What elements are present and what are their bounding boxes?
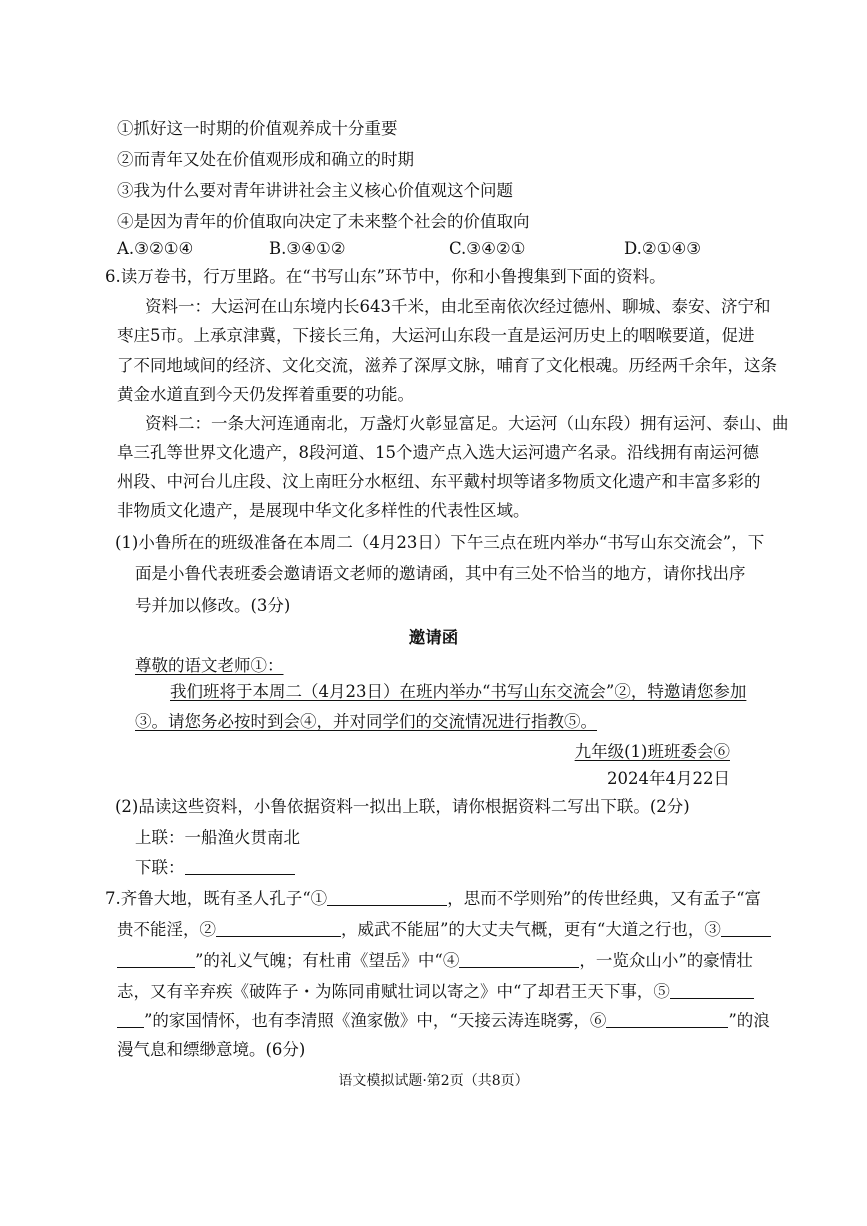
q7-text: 志，又有辛弃疾《破阵子・为陈同甫赋壮词以寄之》中“了却君王天下事，⑤ bbox=[117, 982, 670, 1001]
q5-option-d: D.②①④③ bbox=[624, 239, 702, 258]
q7-line-1 bbox=[105, 888, 761, 910]
q5-options bbox=[117, 238, 701, 260]
material2-line-3: 州段、中河台儿庄段、汶上南旺分水枢纽、东平戴村坝等诸多物质文化遗产和丰富多彩的 bbox=[117, 472, 761, 491]
q5-option-b: B.③④①② bbox=[269, 239, 346, 258]
q7-text: 7.齐鲁大地，既有圣人孔子“① bbox=[105, 889, 328, 908]
q5-option-c: C.③④②① bbox=[449, 239, 526, 258]
q7-blank-4[interactable] bbox=[459, 951, 579, 968]
letter-body-line-2: ③。请您务必按时到会④，并对同学们的交流情况进行指教⑤。 bbox=[135, 712, 597, 731]
q7-blank-1[interactable] bbox=[327, 889, 447, 906]
q7-text: ，一览众山小”的豪情壮 bbox=[579, 951, 753, 970]
letter-title: 邀请函 bbox=[408, 628, 459, 647]
q7-blank-5-end[interactable] bbox=[117, 1011, 144, 1028]
q7-text: ，威武不能屈”的大丈夫气概，更有“大道之行也，③ bbox=[341, 920, 721, 939]
q7-text: 贵不能淫，② bbox=[117, 920, 216, 939]
page-footer: 语文模拟试题·第2页（共8页） bbox=[338, 1073, 529, 1089]
q6-sub1-line-2: 面是小鲁代表班委会邀请语文老师的邀请函，其中有三处不恰当的地方，请你找出序 bbox=[135, 564, 746, 583]
material2-line-1: 资料二：一条大河连通南北，万盏灯火彰显富足。大运河（山东段）拥有运河、泰山、曲 bbox=[145, 414, 789, 433]
q7-line-5 bbox=[117, 1010, 770, 1032]
q7-text: ”的浪 bbox=[728, 1011, 770, 1030]
q7-blank-6[interactable] bbox=[606, 1011, 728, 1028]
q6-stem: 6.读万卷书，行万里路。在“书写山东”环节中，你和小鲁搜集到下面的资料。 bbox=[105, 267, 666, 286]
q6-sub2: (2)品读这些资料，小鲁依据资料一拟出上联，请你根据资料二写出下联。(2分) bbox=[115, 797, 690, 816]
couplet-lower-label: 下联： bbox=[135, 858, 185, 877]
couplet-lower-row bbox=[135, 857, 295, 879]
letter-date: 2024年4月22日 bbox=[607, 769, 730, 788]
q5-item-4: ④是因为青年的价值取向决定了未来整个社会的价值取向 bbox=[117, 212, 530, 231]
q7-blank-3-start[interactable] bbox=[721, 920, 771, 937]
couplet-upper: 上联：一船渔火贯南北 bbox=[135, 828, 300, 847]
q7-text: ”的家国情怀，也有李清照《渔家傲》中，“天接云涛连晓雾，⑥ bbox=[144, 1011, 607, 1030]
q7-line-4 bbox=[117, 981, 754, 1003]
material2-line-4: 非物质文化遗产，是展现中华文化多样性的代表性区域。 bbox=[117, 501, 530, 520]
letter-signature: 九年级(1)班班委会⑥ bbox=[574, 742, 730, 761]
q7-line-2 bbox=[117, 919, 771, 941]
q7-blank-5-start[interactable] bbox=[670, 982, 754, 999]
q7-text: ，思而不学则殆”的传世经典，又有孟子“富 bbox=[447, 889, 762, 908]
q5-item-1: ①抓好这一时期的价值观养成十分重要 bbox=[117, 119, 398, 138]
q6-sub1-line-1: (1)小鲁所在的班级准备在本周二（4月23日）下午三点在班内举办“书写山东交流会”，下 bbox=[115, 533, 765, 552]
q7-line-3 bbox=[117, 950, 753, 972]
q7-blank-3-end[interactable] bbox=[117, 951, 195, 968]
letter-salutation: 尊敬的语文老师①： bbox=[135, 656, 284, 675]
q5-item-3: ③我为什么要对青年讲讲社会主义核心价值观这个问题 bbox=[117, 181, 513, 200]
q5-option-a: A.③②①④ bbox=[117, 239, 194, 258]
q5-item-2: ②而青年又处在价值观形成和确立的时期 bbox=[117, 150, 414, 169]
material2-line-2: 阜三孔等世界文化遗产，8段河道、15个遗产点入选大运河遗产名录。沿线拥有南运河德 bbox=[117, 443, 759, 462]
material1-line-4: 黄金水道直到今天仍发挥着重要的功能。 bbox=[117, 385, 414, 404]
q6-sub1-line-3: 号并加以修改。(3分) bbox=[135, 596, 291, 615]
q7-text: ”的礼义气魄；有杜甫《望岳》中“④ bbox=[195, 951, 460, 970]
letter-body-line-1: 我们班将于本周二（4月23日）在班内举办“书写山东交流会”②，特邀请您参加 bbox=[170, 682, 747, 701]
q7-blank-2[interactable] bbox=[216, 920, 341, 937]
material1-line-3: 了不同地域间的经济、文化交流，滋养了深厚文脉，哺育了文化根魂。历经两千余年，这条 bbox=[117, 356, 777, 375]
material1-line-1: 资料一：大运河在山东境内长643千米，由北至南依次经过德州、聊城、泰安、济宁和 bbox=[145, 297, 771, 316]
couplet-lower-blank[interactable] bbox=[185, 858, 295, 875]
material1-line-2: 枣庄5市。上承京津冀，下接长三角，大运河山东段一直是运河历史上的咽喉要道，促进 bbox=[117, 326, 755, 345]
q7-line-6: 漫气息和缥缈意境。(6分) bbox=[117, 1040, 306, 1059]
